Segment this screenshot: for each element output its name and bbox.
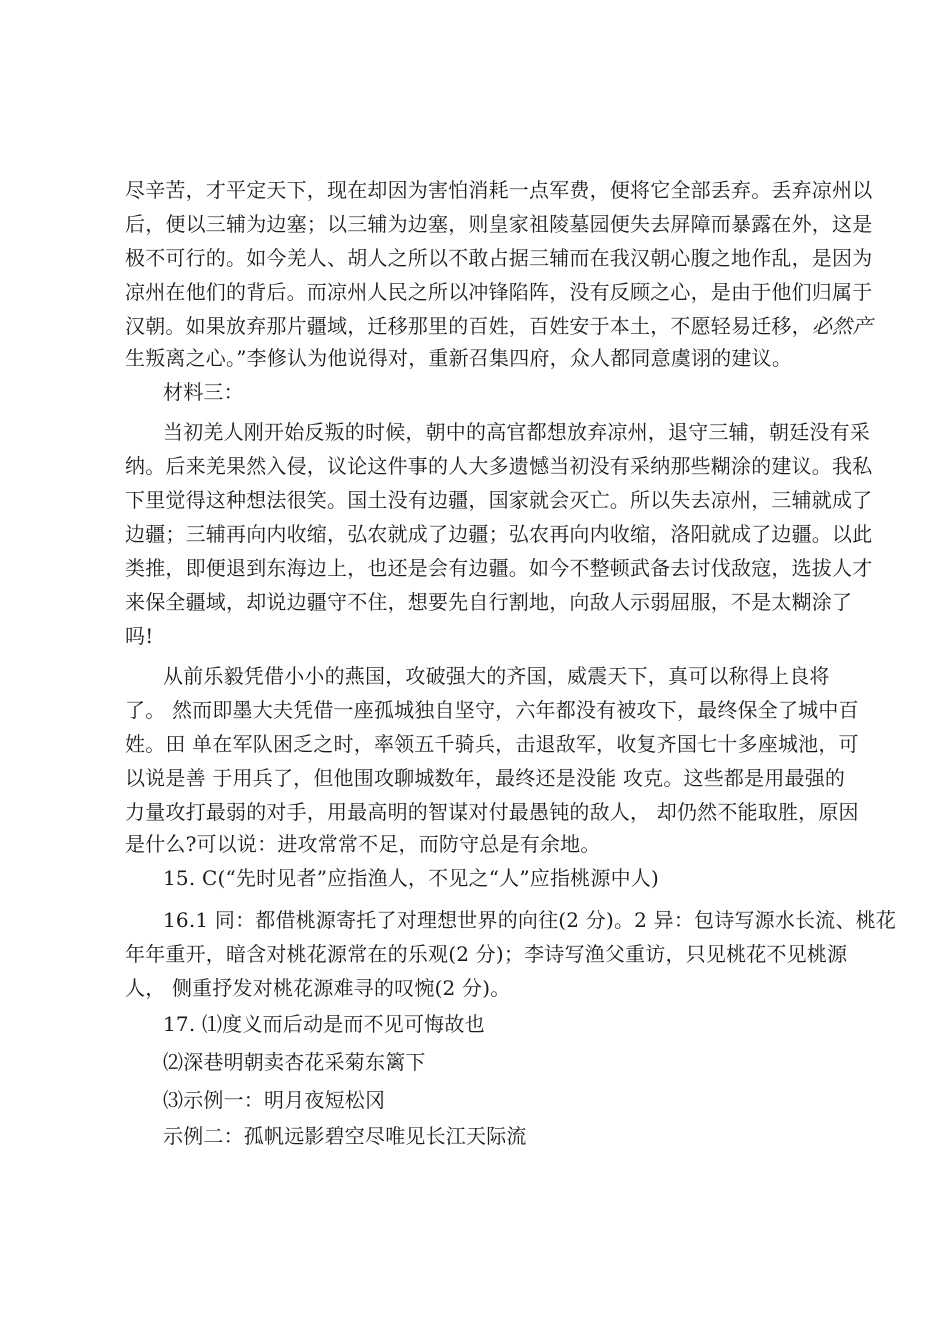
text-line <box>125 314 872 338</box>
text-line: 年年重开，暗含对桃花源常在的乐观(2 分)；李诗写渔父重访，只见桃花不见桃源 <box>125 942 848 966</box>
text-line: 来保全疆域，却说边疆守不住，想要先自行割地，向敌人示弱屈服，不是太糊涂了 <box>125 590 853 614</box>
text-line: 生叛离之心。”李修认为他说得对，重新召集四府，众人都同意虞诩的建议。 <box>125 346 793 370</box>
text-line: 下里觉得这种想法很笑。国土没有边疆，国家就会灭亡。所以失去凉州，三辅就成了 <box>125 488 873 512</box>
text-line: 是什么?可以说：进攻常常不足，而防守总是有余地。 <box>125 832 601 856</box>
emphasized-text: 必然产 <box>811 314 873 338</box>
answer-17-2: ⑵深巷明朝卖杏花采菊东篱下 <box>163 1050 426 1074</box>
text-line: 人， 侧重抒发对桃花源难寻的叹惋(2 分)。 <box>125 976 511 1000</box>
text-line: 以说是善 于用兵了，但他围攻聊城数年，最终还是没能 攻克。这些都是用最强的 <box>125 766 846 790</box>
text-line: 凉州在他们的背后。而凉州人民之所以冲锋陷阵，没有反顾之心，是由于他们归属于 <box>125 280 873 304</box>
answer-17-3: ⑶示例一：明月夜短松冈 <box>163 1088 386 1112</box>
answer-17-example: 示例二：孤帆远影碧空尽唯见长江天际流 <box>163 1124 527 1148</box>
answer-16: 16.1 同：都借桃源寄托了对理想世界的向往(2 分)。2 异：包诗写源水长流、桃花 <box>163 908 897 932</box>
text-line: 尽辛苦，才平定天下，现在却因为害怕消耗一点军费，便将它全部丢弃。丢弃凉州以 <box>125 178 873 202</box>
text-line: 当初羌人刚开始反叛的时候，朝中的高官都想放弃凉州，退守三辅，朝廷没有采 <box>163 420 870 444</box>
answer-17-1: 17. ⑴度义而后动是而不见可悔故也 <box>163 1012 485 1036</box>
section-heading: 材料三： <box>163 380 244 404</box>
text-line: 后，便以三辅为边塞；以三辅为边塞，则皇家祖陵墓园便失去屏障而暴露在外，这是 <box>125 212 873 236</box>
text-line: 类推，即便退到东海边上，也还是会有边疆。如今不整顿武备去讨伐敌寇，选拔人才 <box>125 556 873 580</box>
text-line: 边疆；三辅再向内收缩，弘农就成了边疆；弘农再向内收缩，洛阳就成了边疆。以此 <box>125 522 873 546</box>
text-line: 极不可行的。如今羌人、胡人之所以不敢占据三辅而在我汉朝心腹之地作乱，是因为 <box>125 246 873 270</box>
text-line: 吗! <box>125 624 154 648</box>
answer-15: 15. C(“先时见者”应指渔人，不见之“人”应指桃源中人) <box>163 866 659 890</box>
text-line: 纳。后来羌果然入侵，议论这件事的人大多遗憾当初没有采纳那些糊涂的建议。我私 <box>125 454 873 478</box>
text-line: 姓。田 单在军队困乏之时，率领五千骑兵，击退敌军，收复齐国七十多座城池，可 <box>125 732 859 756</box>
text-line-part: 汉朝。如果放弃那片疆域，迁移那里的百姓，百姓安于本土，不愿轻易迁移， <box>125 314 812 338</box>
text-line: 力量攻打最弱的对手，用最高明的智谋对付最愚钝的敌人， 却仍然不能取胜，原因 <box>125 800 859 824</box>
text-line: 了。 然而即墨大夫凭借一座孤城独自坚守，六年都没有被攻下，最终保全了城中百 <box>125 698 859 722</box>
text-line: 从前乐毅凭借小小的燕国，攻破强大的齐国，威震天下，真可以称得上良将 <box>163 664 830 688</box>
